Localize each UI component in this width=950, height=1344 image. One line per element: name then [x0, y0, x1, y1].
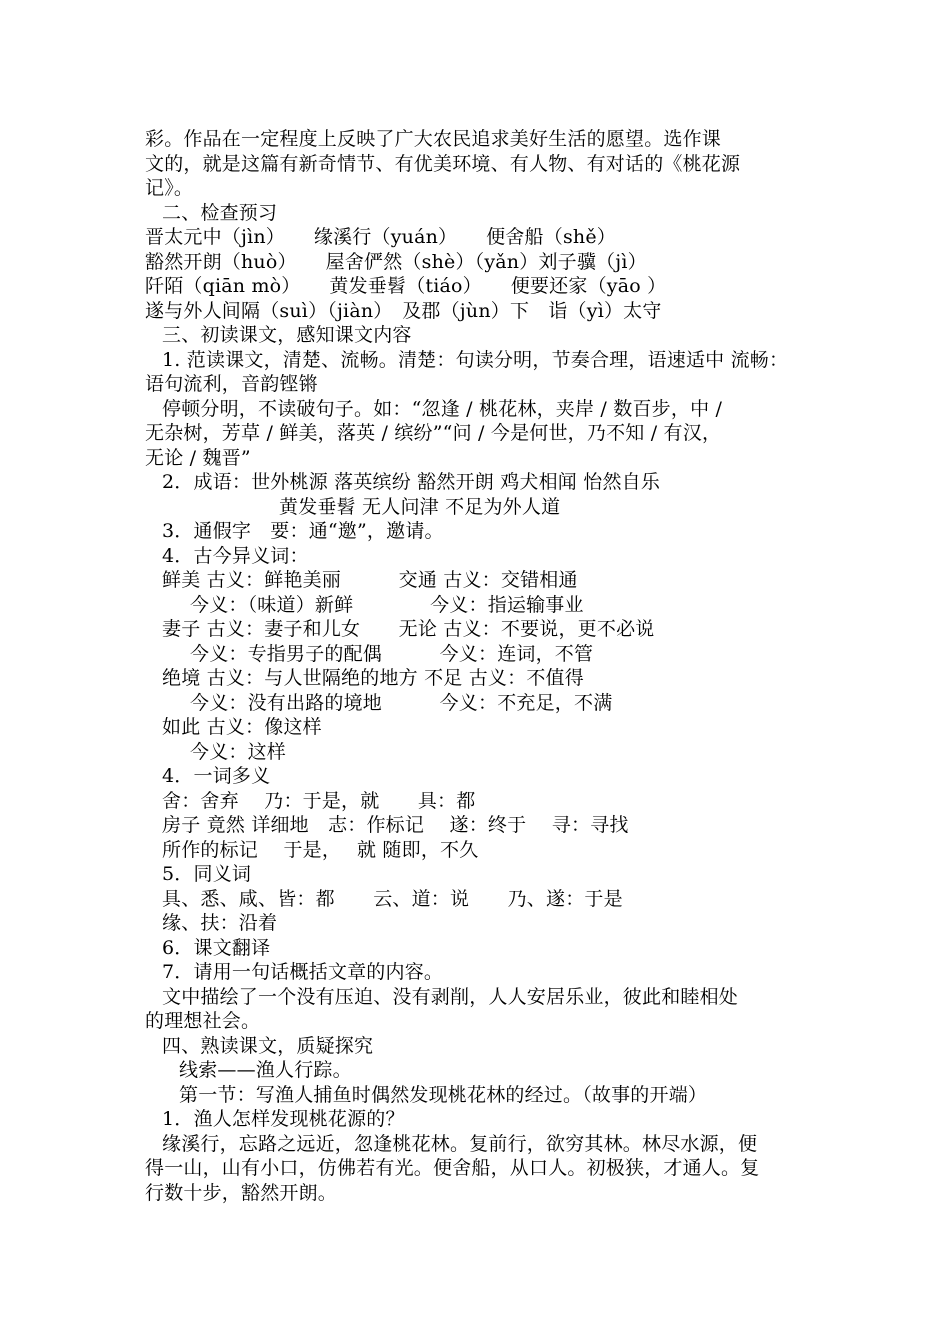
text-line: 缘、扶：沿着 — [162, 912, 278, 934]
text-line: 晋太元中（jìn） 缘溪行（yuán） 便舍船（shě） — [145, 226, 616, 248]
text-line: 1．渔人怎样发现桃花源的？ — [162, 1108, 405, 1130]
text-line: 今义：专指男子的配偶 今义：连词，不管 — [190, 643, 594, 665]
text-line: 今义：（味道）新鲜 今义：指运输事业 — [190, 594, 584, 616]
text-line: 黄发垂髫 无人问津 不足为外人道 — [279, 496, 561, 518]
text-line: 舍：舍弃 乃：于是，就 具：都 — [162, 790, 476, 812]
text-line: 今义：这样 — [190, 741, 287, 763]
text-line: 无杂树，芳草 / 鲜美，落英 / 缤纷”“问 / 今是何世，乃不知 / 有汉， — [145, 422, 722, 444]
text-line: 7．请用一句话概括文章的内容。 — [162, 961, 444, 983]
text-line: 6．课文翻译 — [162, 937, 271, 959]
text-line: 豁然开朗（huò） 屋舍俨然（shè）（yǎn）刘子骥（jì） — [145, 251, 647, 273]
text-line: 的理想社会。 — [145, 1010, 261, 1032]
text-line: 具、悉、咸、皆：都 云、道：说 乃、遂：于是 — [162, 888, 623, 910]
text-line: 彩。作品在一定程度上反映了广大农民追求美好生活的愿望。选作课 — [145, 128, 722, 150]
text-line: 如此 古义：像这样 — [162, 716, 322, 738]
text-line: 妻子 古义：妻子和儿女 无论 古义：不要说，更不必说 — [162, 618, 655, 640]
text-line: 语句流利，音韵铿锵 — [145, 373, 318, 395]
text-line: 2．成语：世外桃源 落英缤纷 豁然开朗 鸡犬相闻 怡然自乐 — [162, 471, 661, 493]
text-line: 行数十步，豁然开朗。 — [145, 1182, 338, 1204]
text-line: 阡陌（qiān mò） 黄发垂髫（tiáo） 便要还家（yāo ） — [145, 275, 667, 297]
text-line: 3．通假字 要：通“邀”，邀请。 — [162, 520, 444, 542]
text-line: 遂与外人间隔（suì）（jiàn） 及郡（jùn）下 诣（yì）太守 — [145, 300, 662, 322]
text-line: 5．同义词 — [162, 863, 252, 885]
text-line: 4．古今异义词： — [162, 545, 309, 567]
text-line: 线索——渔人行踪。 — [179, 1059, 352, 1081]
text-line: 文的，就是这篇有新奇情节、有优美环境、有人物、有对话的《桃花源 — [145, 153, 741, 175]
text-line: 文中描绘了一个没有压迫、没有剥削，人人安居乐业，彼此和睦相处 — [162, 986, 739, 1008]
text-line: 记》。 — [145, 177, 194, 199]
text-line: 房子 竟然 详细地 志：作标记 遂：终于 寻：寻找 — [162, 814, 629, 836]
text-line: 鲜美 古义：鲜艳美丽 交通 古义：交错相通 — [162, 569, 578, 591]
section-heading: 二、检查预习 — [162, 202, 278, 224]
text-line: 绝境 古义：与人世隔绝的地方 不足 古义：不值得 — [162, 667, 584, 689]
text-line: 缘溪行，忘路之远近，忽逢桃花林。复前行，欲穷其林。林尽水源，便 — [162, 1133, 758, 1155]
text-line: 4．一词多义 — [162, 765, 271, 787]
text-line: 所作的标记 于是， 就 随即，不久 — [162, 839, 479, 861]
section-heading: 四、熟读课文，质疑探究 — [162, 1035, 374, 1057]
text-line: 今义：没有出路的境地 今义：不充足，不满 — [190, 692, 613, 714]
section-heading: 三、初读课文，感知课文内容 — [162, 324, 412, 346]
text-line: 得一山，山有小口，仿佛若有光。便舍船，从口人。初极狭，才通人。复 — [145, 1157, 760, 1179]
text-line: 第一节：写渔人捕鱼时偶然发现桃花林的经过。（故事的开端） — [179, 1084, 708, 1106]
text-line: 无论 / 魏晋” — [145, 447, 251, 469]
text-line: 1. 范读课文，清楚、流畅。清楚：句读分明，节奏合理，语速适中 流畅： — [162, 349, 789, 371]
text-line: 停顿分明，不读破句子。如：“忽逢 / 桃花林，夹岸 / 数百步，中 / — [162, 398, 723, 420]
